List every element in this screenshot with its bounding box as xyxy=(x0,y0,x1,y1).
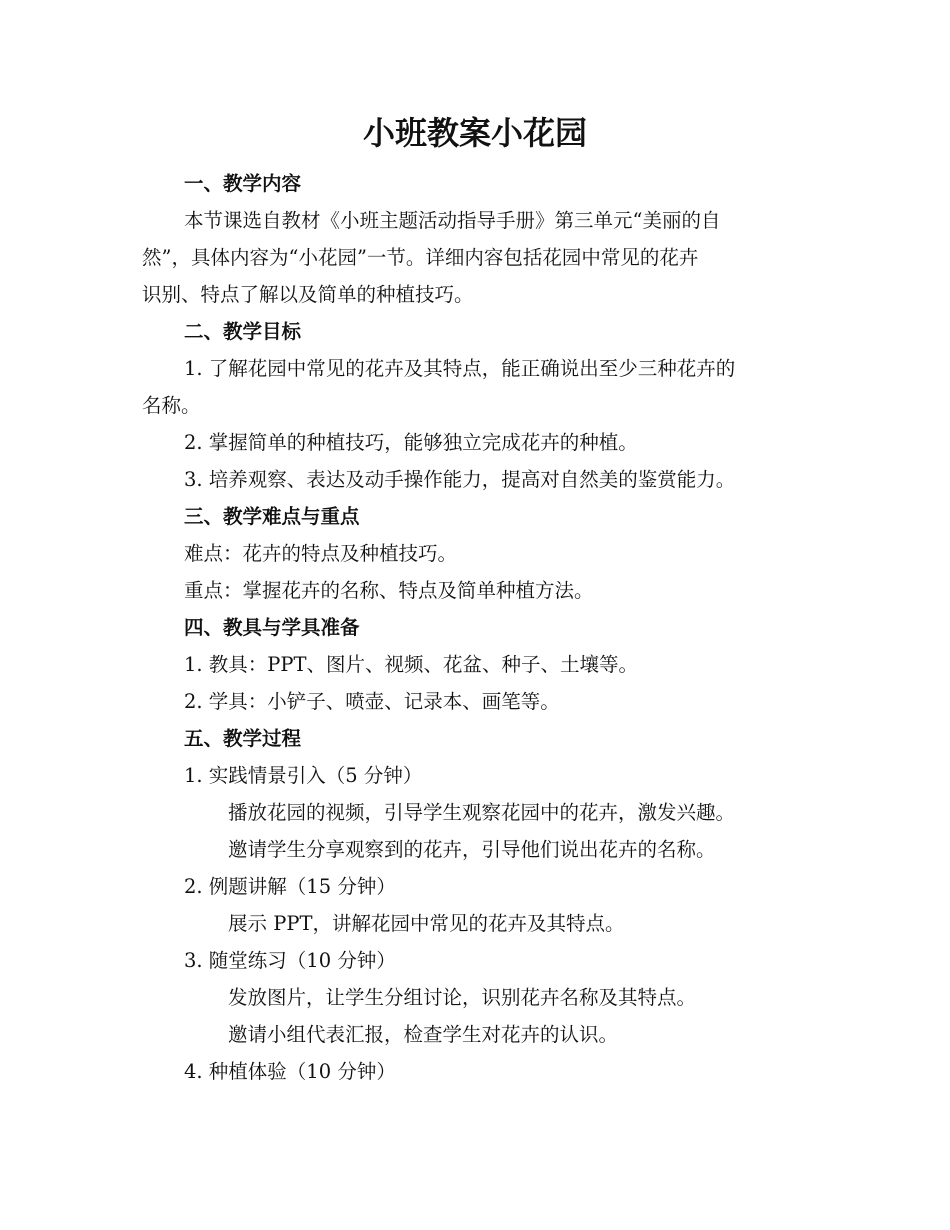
paragraph-line: 本节课选自教材《小班主题活动指导手册》第三单元“美丽的自 xyxy=(184,209,721,232)
paragraph-line: 识别、特点了解以及简单的种植技巧。 xyxy=(142,283,474,306)
section-heading-process: 五、教学过程 xyxy=(184,727,302,750)
section-heading-difficulties: 三、教学难点与重点 xyxy=(184,505,360,528)
key-point-text: 重点：掌握花卉的名称、特点及简单种植方法。 xyxy=(184,579,594,602)
process-step-detail: 邀请小组代表汇报，检查学生对花卉的认识。 xyxy=(228,1023,619,1046)
list-item: 2. 掌握简单的种植技巧，能够独立完成花卉的种植。 xyxy=(184,431,638,454)
process-step-detail: 展示 PPT，讲解花园中常见的花卉及其特点。 xyxy=(228,912,625,935)
process-step-detail: 播放花园的视频，引导学生观察花园中的花卉，激发兴趣。 xyxy=(228,801,736,824)
process-step-detail: 邀请学生分享观察到的花卉，引导他们说出花卉的名称。 xyxy=(228,838,716,861)
list-item: 2. 学具：小铲子、喷壶、记录本、画笔等。 xyxy=(184,690,560,713)
paragraph-line: 然”，具体内容为“小花园”一节。详细内容包括花园中常见的花卉 xyxy=(142,246,699,269)
process-step: 4. 种植体验（10 分钟） xyxy=(184,1060,396,1083)
process-step: 3. 随堂练习（10 分钟） xyxy=(184,949,396,972)
process-step: 1. 实践情景引入（5 分钟） xyxy=(184,764,423,787)
section-heading-materials: 四、教具与学具准备 xyxy=(184,616,360,639)
list-item: 1. 了解花园中常见的花卉及其特点，能正确说出至少三种花卉的 xyxy=(184,357,736,380)
process-step-detail: 发放图片，让学生分组讨论，识别花卉名称及其特点。 xyxy=(228,986,697,1009)
document-title: 小班教案小花园 xyxy=(362,114,587,152)
section-heading-content: 一、教学内容 xyxy=(184,172,302,195)
process-step: 2. 例题讲解（15 分钟） xyxy=(184,875,396,898)
difficulty-text: 难点：花卉的特点及种植技巧。 xyxy=(184,542,458,565)
list-item-continuation: 名称。 xyxy=(142,394,201,417)
list-item: 3. 培养观察、表达及动手操作能力，提高对自然美的鉴赏能力。 xyxy=(184,468,736,491)
section-heading-objectives: 二、教学目标 xyxy=(184,320,302,343)
list-item: 1. 教具：PPT、图片、视频、花盆、种子、土壤等。 xyxy=(184,653,639,676)
